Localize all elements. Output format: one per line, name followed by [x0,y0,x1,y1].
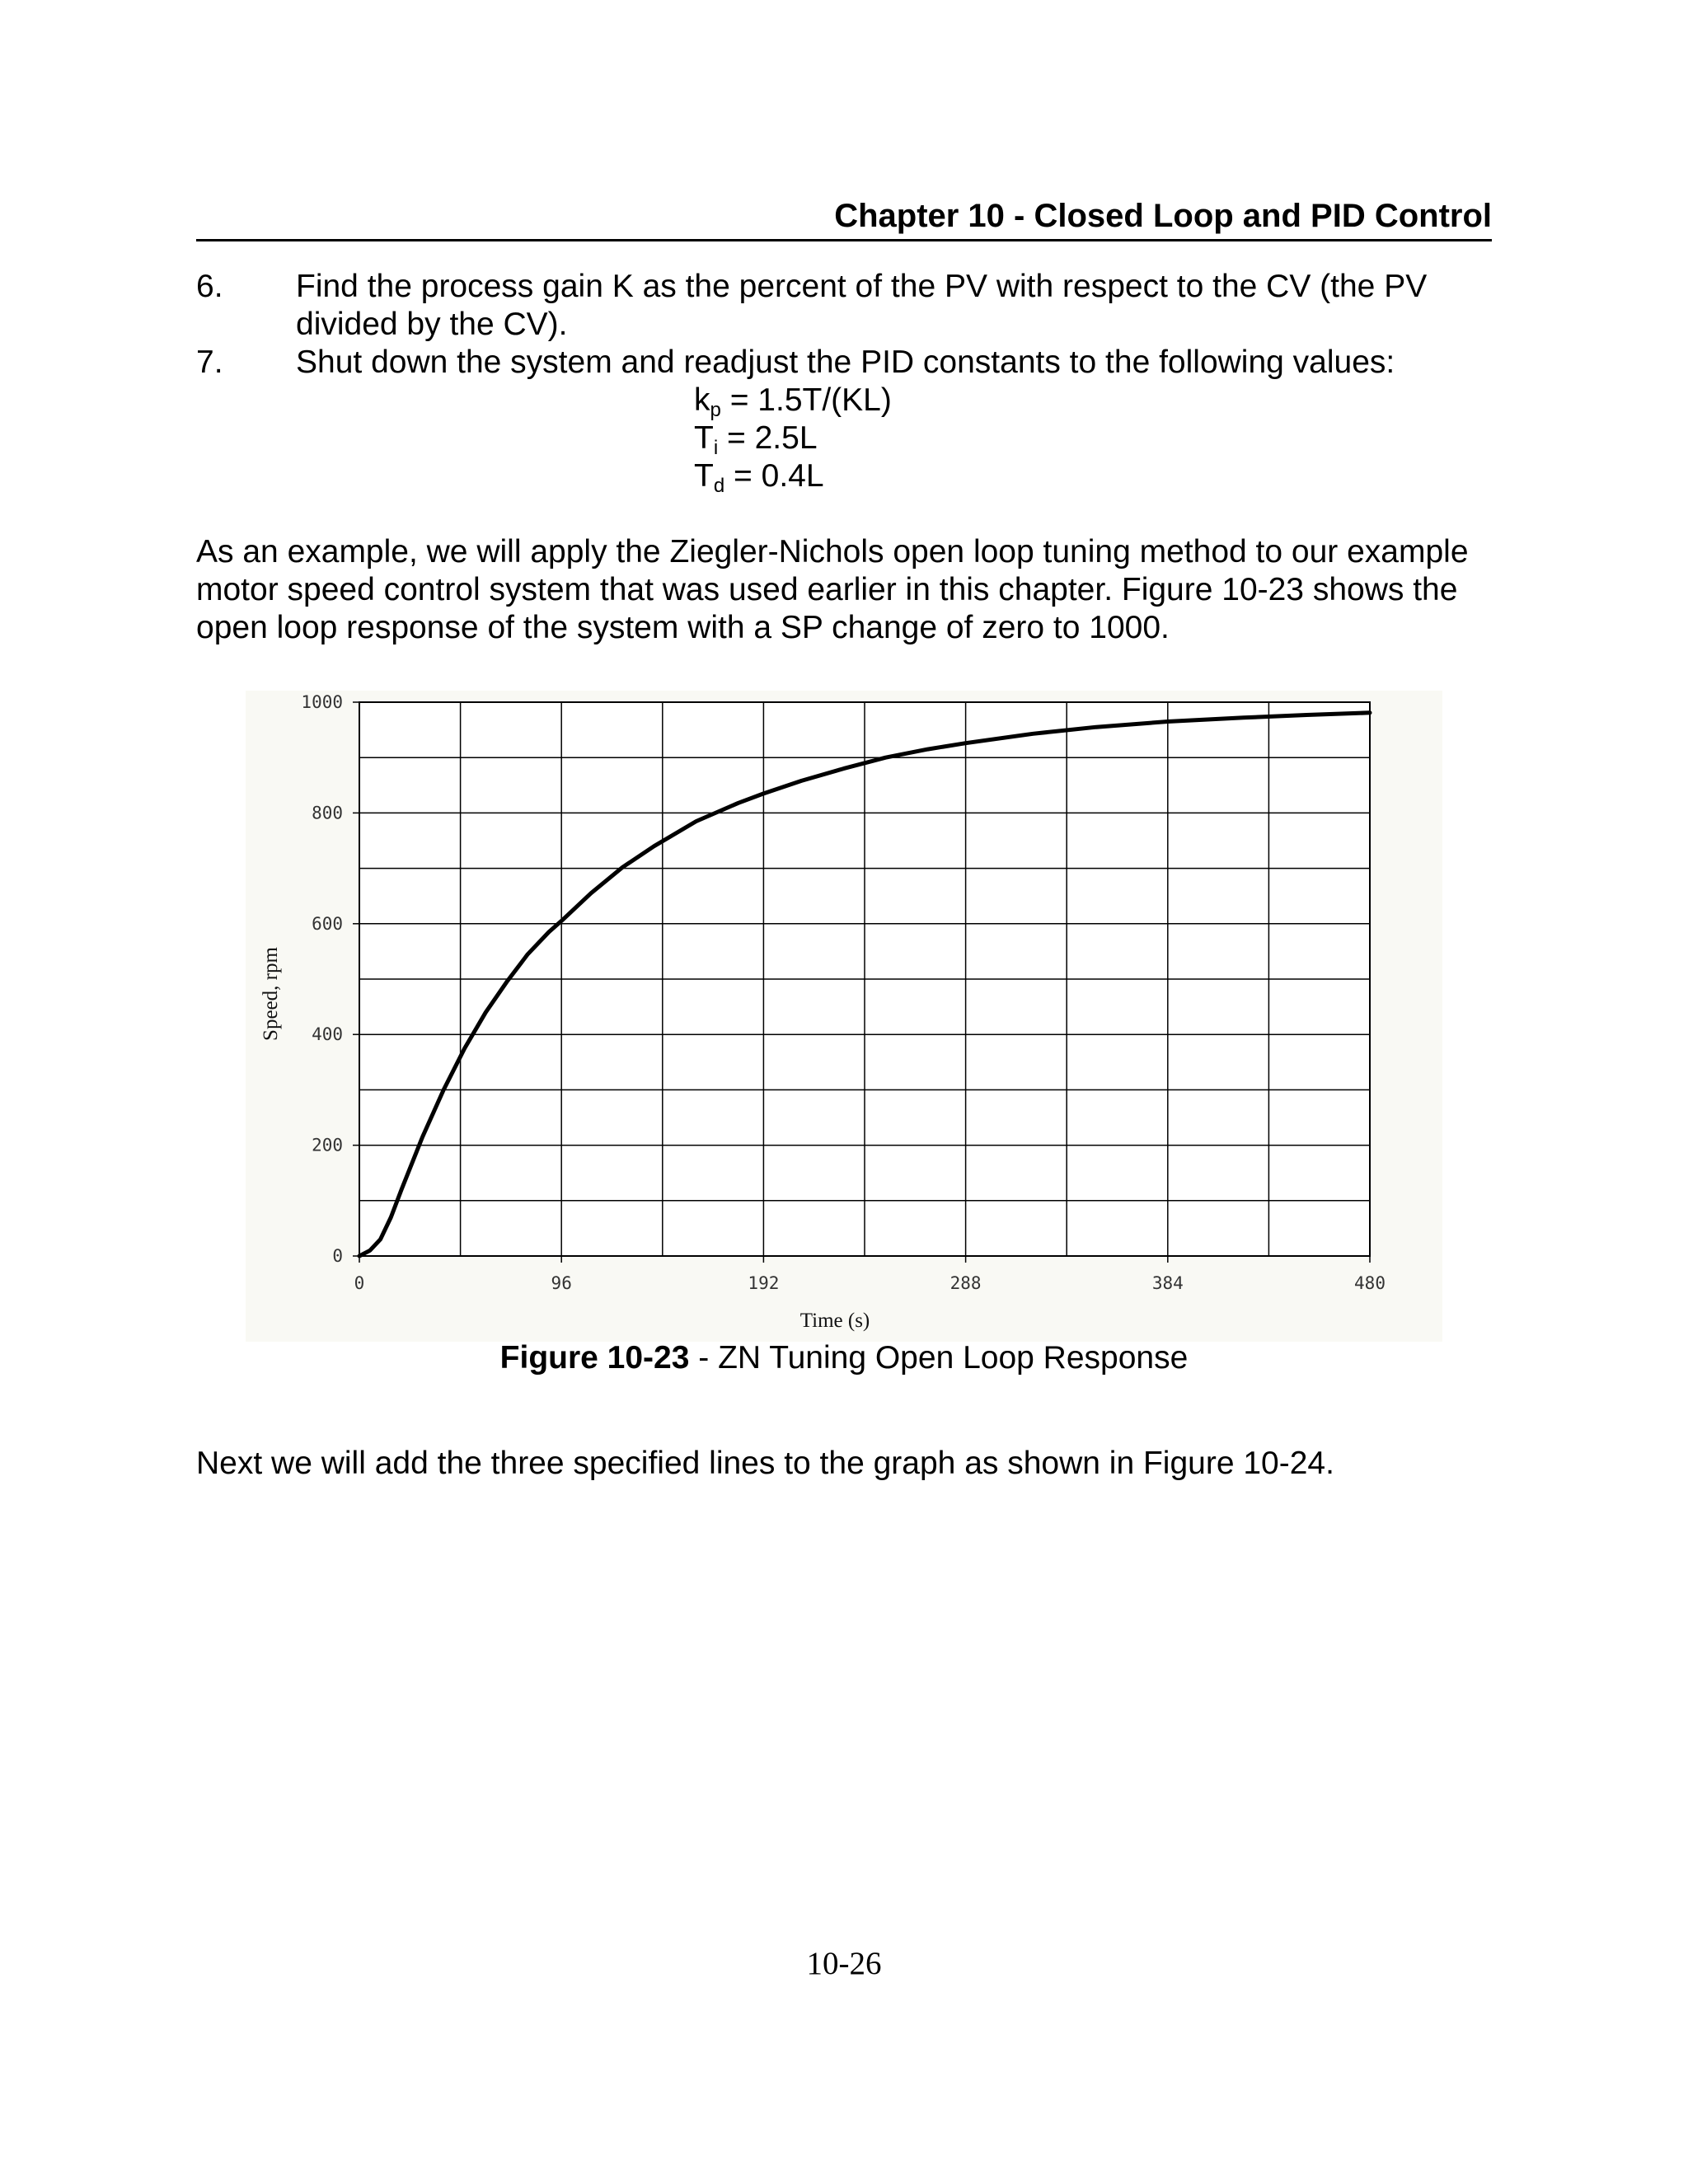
y-tick-label: 0 [332,1246,343,1266]
figure-caption-label: Figure 10-23 [499,1340,690,1376]
paragraph-intro [196,533,1492,647]
step-text-line: Shut down the system and readjust the PID constants to the following values: [296,344,1395,380]
step-text-line: divided by the CV). [296,307,568,342]
figure-caption-text: - ZN Tuning Open Loop Response [689,1340,1189,1376]
paragraph-line: As an example, we will apply the Ziegler-Nichols open loop tuning method to our example [196,534,1469,569]
formula-symbol: T [694,458,714,494]
formula-ti [694,419,818,457]
x-tick-label: 96 [551,1273,572,1293]
formula-value: = 2.5L [718,420,818,456]
paragraph-next [196,1445,1492,1483]
paragraph-line: Next we will add the three specified lines to the graph as shown in Figure 10-24. [196,1446,1334,1481]
paragraph-line: motor speed control system that was used earlier in this chapter. Figure 10-23 shows the [196,572,1458,607]
y-tick-label: 400 [312,1024,343,1045]
y-tick-label: 600 [312,913,343,934]
step-number: 6. [196,269,223,304]
x-tick-label: 384 [1151,1273,1184,1293]
x-tick-label: 0 [354,1273,365,1293]
formula-symbol: k [694,382,710,418]
formula-subscript: i [713,437,719,459]
step-text-line: Find the process gain K as the percent of the PV with respect to the CV (the PV [296,269,1428,304]
y-tick-label: 1000 [301,692,343,712]
y-axis-label: Speed, rpm [260,947,282,1041]
formula-symbol: T [694,420,714,456]
step-text [296,344,1492,382]
formula-td [694,457,824,495]
page-number: 10-26 [806,1946,882,1981]
step-text [296,268,1492,344]
x-axis-label: Time (s) [799,1310,870,1332]
figure-caption [0,1339,1688,1377]
formula-kp [694,382,892,419]
formula-subscript: d [713,475,725,497]
formula-value: = 0.4L [724,458,824,494]
x-tick-label: 192 [748,1273,780,1293]
chart-svg [246,691,1442,1342]
paragraph-line: open loop response of the system with a SP change of zero to 1000. [196,610,1170,645]
x-tick-label: 480 [1354,1273,1386,1293]
formula-value: = 1.5T/(KL) [720,382,892,418]
y-tick-label: 200 [312,1135,343,1155]
chapter-header: Chapter 10 - Closed Loop and PID Control [834,198,1492,234]
y-tick-label: 800 [312,803,343,823]
header-rule [196,239,1492,241]
step-number: 7. [196,344,223,380]
x-tick-label: 288 [950,1273,982,1293]
formula-subscript: p [710,399,721,421]
figure-chart [246,691,1442,1342]
